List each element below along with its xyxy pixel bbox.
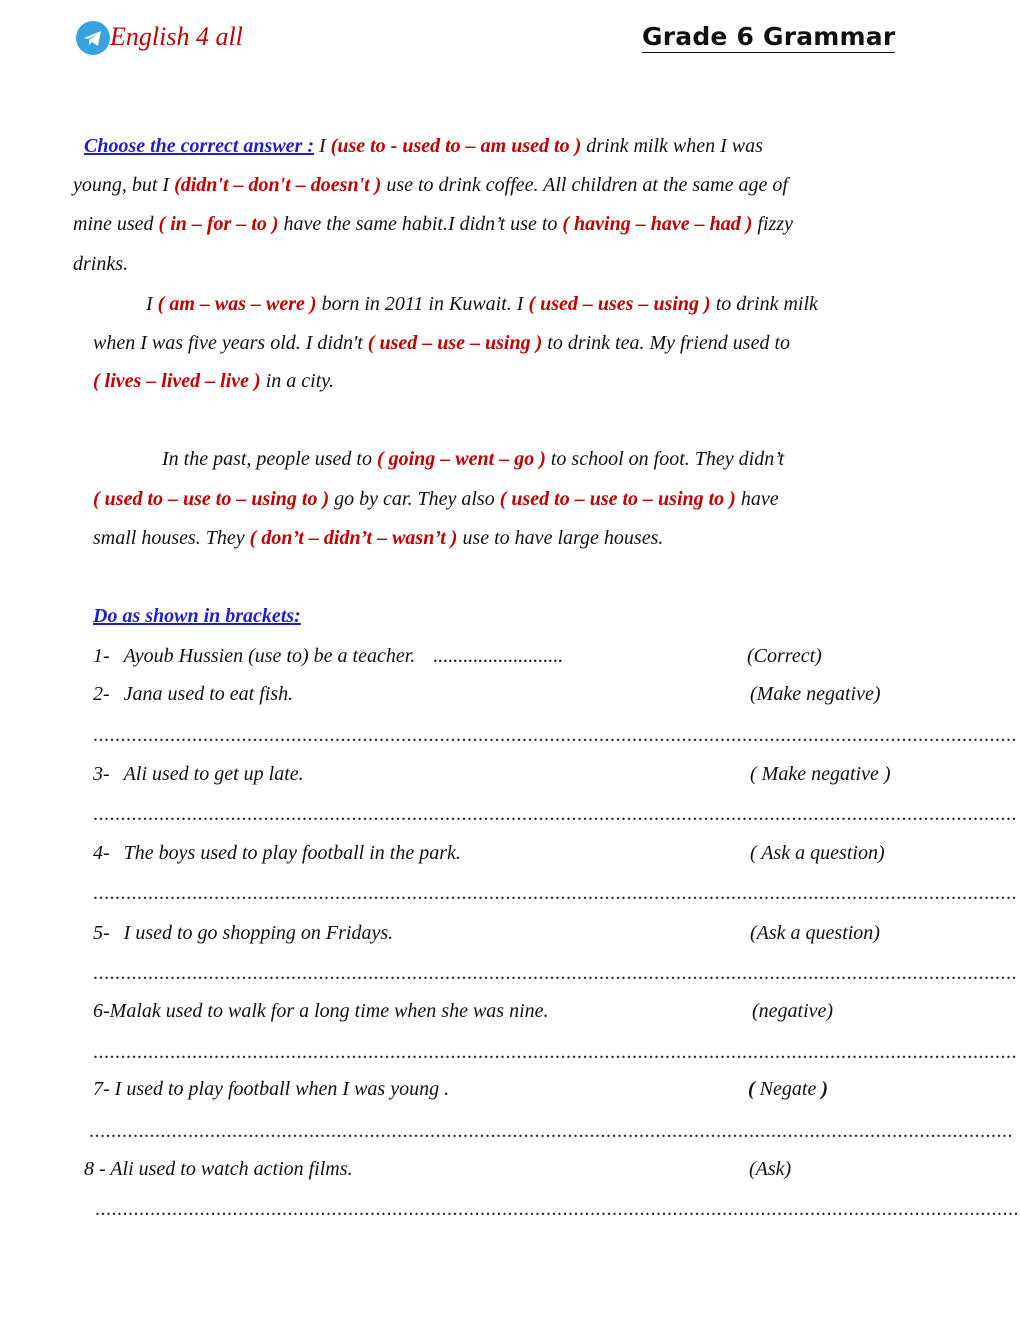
section1-line9: [93, 488, 779, 511]
item-number: 1-: [93, 645, 110, 667]
item-text: I used to go shopping on Fridays.: [123, 922, 394, 944]
item-number: 7-: [93, 1078, 110, 1100]
item-2-instruction: (Make negative): [750, 683, 881, 705]
item-text: Ayoub Hussien (use to) be a teacher.: [123, 645, 416, 667]
text-fragment: mine used: [73, 213, 159, 235]
item-number: 8 -: [84, 1158, 106, 1180]
answer-line[interactable]: ........................................................................................................................................................................: [93, 803, 1017, 825]
item-text: I used to play football when I was young .: [109, 1078, 450, 1100]
text-fragment: drink milk when I was: [581, 135, 763, 157]
item-7-instruction: [748, 1078, 828, 1101]
text-fragment: fizzy: [752, 213, 793, 235]
text-fragment: in a city.: [260, 370, 335, 392]
section1-line7: [93, 370, 334, 393]
text-fragment: have the same habit.I didn’t use to: [278, 213, 563, 235]
section1-line3: [73, 213, 793, 236]
item-1-instruction: (Correct): [747, 645, 822, 667]
exercise-item-3: [93, 763, 304, 786]
exercise-item-6: [93, 1000, 549, 1023]
answer-line[interactable]: ........................................................................................................................................................................: [93, 882, 1017, 904]
item-text: Ali used to get up late.: [123, 763, 304, 785]
text-fragment: go by car. They also: [329, 488, 500, 510]
section2-heading: Do as shown in brackets:: [93, 605, 301, 627]
item-5-instruction: (Ask a question): [750, 922, 880, 944]
option-group: ( don’t – didn’t – wasn’t ): [249, 527, 458, 549]
option-group: (didn't – don't – doesn't ): [174, 174, 382, 196]
text-fragment: I: [146, 293, 158, 315]
text-fragment: young, but I: [73, 174, 175, 196]
item-text: Malak used to walk for a long time when she was nine.: [109, 1000, 549, 1022]
option-group: ( having – have – had ): [562, 213, 753, 235]
option-group: ( in – for – to ): [158, 213, 279, 235]
item-text: The boys used to play football in the park.: [123, 842, 461, 864]
item-number: 2-: [93, 683, 110, 705]
answer-blank[interactable]: ..........................: [433, 645, 564, 667]
option-group: ( going – went – go ): [376, 448, 546, 470]
telegram-icon: [76, 21, 110, 55]
answer-line[interactable]: ........................................................................................................................................................................: [95, 1198, 1019, 1220]
item-number: 6-: [93, 1000, 110, 1022]
text-fragment: I: [314, 135, 331, 157]
option-group: ( am – was – were ): [157, 293, 317, 315]
item-number: 3-: [93, 763, 110, 785]
section1-heading: Choose the correct answer :: [84, 135, 314, 157]
exercise-item-5: [93, 922, 393, 945]
item-6-instruction: (negative): [752, 1000, 834, 1022]
option-group: ( used – uses – using ): [528, 293, 711, 315]
item-8-instruction: (Ask): [749, 1158, 792, 1180]
section1-line6: [93, 332, 790, 355]
section1-line8: [162, 448, 784, 471]
text-fragment: have: [735, 488, 779, 510]
answer-line[interactable]: ........................................................................................................................................................................: [93, 724, 1017, 746]
section1-line4: drinks.: [73, 253, 128, 275]
option-group: ( used to – use to – using to ): [93, 488, 330, 510]
item-number: 5-: [93, 922, 110, 944]
item-number: 4-: [93, 842, 110, 864]
item-4-instruction: ( Ask a question): [750, 842, 885, 864]
option-group: (use to - used to – am used to ): [330, 135, 582, 157]
text-fragment: to drink tea. My friend used to: [542, 332, 791, 354]
exercise-item-1: [93, 645, 563, 668]
exercise-item-4: [93, 842, 461, 865]
text-fragment: born in 2011 in Kuwait. I: [316, 293, 529, 315]
exercise-item-7: [93, 1078, 449, 1101]
option-group: ( used – use – using ): [367, 332, 543, 354]
option-group: ( used to – use to – using to ): [499, 488, 736, 510]
section1-line5: [146, 293, 818, 316]
item-text: Jana used to eat fish.: [123, 683, 294, 705]
brand-title: English 4 all: [110, 22, 243, 51]
exercise-item-2: [93, 683, 293, 706]
bracket: ): [821, 1078, 828, 1100]
bracket: (: [748, 1078, 755, 1100]
item-3-instruction: ( Make negative ): [750, 763, 891, 785]
page-title: Grade 6 Grammar: [642, 22, 896, 51]
text-fragment: when I was five years old. I didn't: [93, 332, 368, 354]
option-group: ( lives – lived – live ): [93, 370, 261, 392]
answer-line[interactable]: ........................................................................................................................................................................: [93, 962, 1017, 984]
text-fragment: small houses. They: [93, 527, 250, 549]
section1-line1: [84, 135, 763, 158]
text-fragment: use to drink coffee. All children at the same age of: [381, 174, 788, 196]
answer-line[interactable]: ........................................................................................................................................................................: [93, 1041, 1017, 1063]
text-fragment: use to have large houses.: [457, 527, 664, 549]
text-fragment: to drink milk: [710, 293, 818, 315]
instruction-text: Negate: [754, 1078, 822, 1100]
section1-line2: [73, 174, 788, 197]
text-fragment: In the past, people used to: [162, 448, 377, 470]
item-text: Ali used to watch action films.: [105, 1158, 353, 1180]
section1-line10: [93, 527, 663, 550]
answer-line[interactable]: ........................................................................................................................................................................: [89, 1120, 1013, 1142]
exercise-item-8: [84, 1158, 353, 1181]
text-fragment: to school on foot. They didn’t: [545, 448, 785, 470]
